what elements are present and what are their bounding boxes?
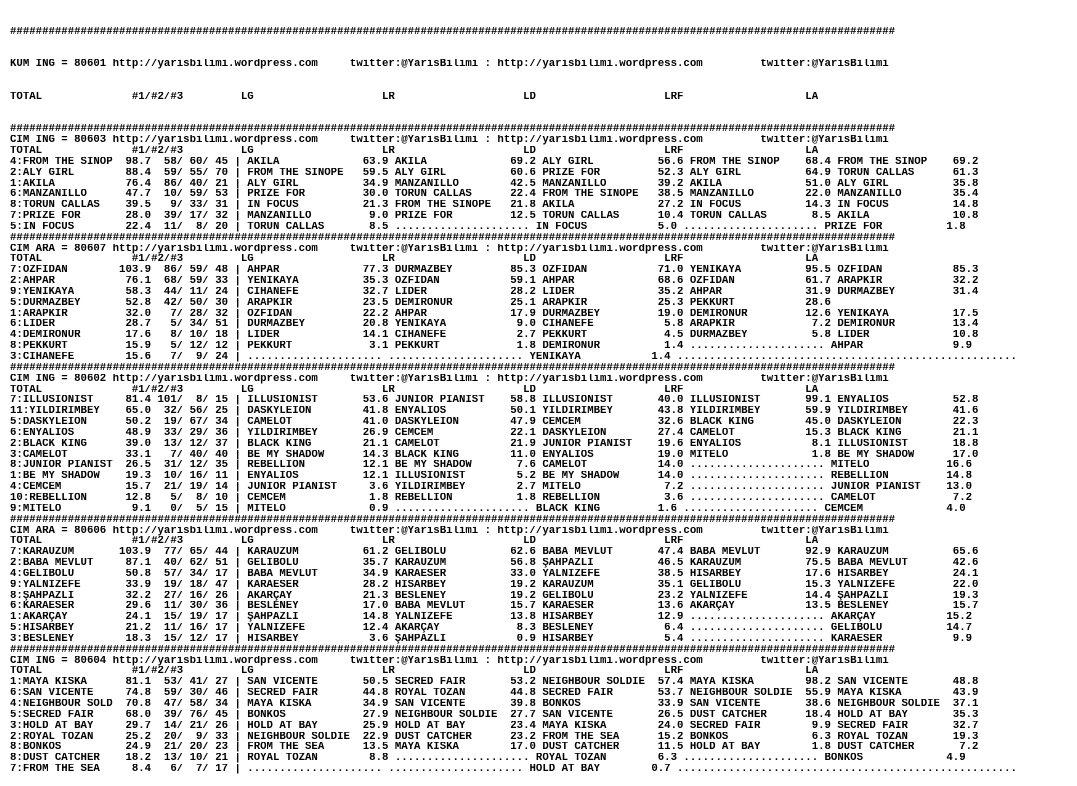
races-container xyxy=(10,124,1072,775)
result-row: 7:ILLUSIONIST 81.4 101/ 8/ 15 | ILLUSIONIST 53.6 JUNIOR PIANIST 58.8 ILLUSIONIST 40.0 ILLUSIONIST 99.1 ENYALIOS 52.8 xyxy=(10,395,979,407)
result-row: 3:BESLENEY 18.3 15/ 12/ 17 | HİSARBEY 3.6 ŞAHPAZLI 0.9 HİSARBEY 5.4 ..................... KARAESER 9.9 xyxy=(10,633,973,645)
header-title: KUM ING = 80601 http://yarisbilimi.wordpress.com twitter:@YarisBilimi : http://yarisbilimi.wordpress.com twitter:@YarisBilimi xyxy=(10,59,889,71)
result-row: 8:BONKOS 24.9 21/ 20/ 23 | FROM THE SEA 13.5 MAYA KISKA 17.0 DUST CATCHER 11.5 HOLD AT BAY 1.8 DUST CATCHER 7.2 xyxy=(10,742,979,754)
result-row: 2:BLACK KING 39.0 13/ 12/ 37 | BLACK KING 21.1 CAMELOT 21.9 JUNIOR PIANIST 19.6 ENYALIOS 8.1 ILLUSIONIST 18.8 xyxy=(10,438,979,450)
race-block xyxy=(10,515,1072,645)
result-row: 1:AKARÇAY 24.1 15/ 19/ 17 | ŞAHPAZLI 14.8 YALNIZEFE 13.8 HİSARBEY 12.9 ..................... AKARÇAY 15.2 xyxy=(10,612,973,624)
race-title: CIM ING = 80602 http://yarisbilimi.wordpress.com twitter:@YarisBilimi : http://yarisbilimi.wordpress.com twitter:@YarisBilimi xyxy=(10,373,889,385)
result-row: 9:MITELO 9.1 0/ 5/ 15 | MITELO 0.9 ..................... BLACK KING 1.6 ..................... CEMCEM 4.0 xyxy=(10,503,966,515)
result-row: 7:KARAÜZÜM 103.9 77/ 65/ 44 | KARAÜZÜM 61.2 GELİBOLU 62.6 BABA MEVLÜT 47.4 BABA MEVLÜT 92.9 KARAÜZÜM 65.6 xyxy=(10,547,979,559)
header-columns: TOTAL #1/#2/#3 LG LR LD LRF LA xyxy=(10,91,819,103)
result-row: 5:IN FOCUS 22.4 11/ 8/ 20 | TORUN CALLAS 8.5 ..................... IN FOCUS 5.0 ..................... PRIZE FOR 1.8 xyxy=(10,221,966,233)
result-row: 1:AKILA 76.4 86/ 40/ 21 | ALY GIRL 34.9 MANZANILLO 42.5 MANZANILLO 39.2 AKILA 51.0 ALY GIRL 35.8 xyxy=(10,178,979,190)
result-row: 2:ALY GIRL 88.4 59/ 55/ 70 | FROM THE SINOPE 59.5 ALY GIRL 60.6 PRIZE FOR 52.3 ALY GIRL 64.9 TORUN CALLAS 61.3 xyxy=(10,167,979,179)
race-column-headers: TOTAL #1/#2/#3 LG LR LD LRF LA xyxy=(10,254,819,266)
result-row: 9:YALNIZEFE 33.9 19/ 18/ 47 | KARAESER 28.2 HİSARBEY 19.2 KARAÜZÜM 35.1 GELİBOLU 15.3 YALNIZEFE 22.0 xyxy=(10,579,979,591)
race-column-headers: TOTAL #1/#2/#3 LG LR LD LRF LA xyxy=(10,666,819,678)
race-column-headers: TOTAL #1/#2/#3 LG LR LD LRF LA xyxy=(10,536,819,548)
race-block xyxy=(10,645,1072,775)
race-column-headers: TOTAL #1/#2/#3 LG LR LD LRF LA xyxy=(10,384,819,396)
results-sheet xyxy=(10,5,1072,786)
separator-line: ########################################################################################################################################## xyxy=(10,232,896,244)
separator-line: ########################################################################################################################################## xyxy=(10,644,896,656)
result-row: 7:PRIZE FOR 28.0 39/ 17/ 32 | MANZANILLO 9.0 PRIZE FOR 12.5 TORUN CALLAS 10.4 TORUN CALLAS 8.5 AKILA 10.8 xyxy=(10,211,979,222)
race-title: CIM ARA = 80607 http://yarisbilimi.wordpress.com twitter:@YarisBilimi : http://yarisbilimi.wordpress.com twitter:@YarisBilimi xyxy=(10,243,889,255)
result-row: 3:CAMELOT 33.1 7/ 40/ 40 | BE MY SHADOW 14.3 BLACK KING 11.0 ENYALIOS 19.0 MITELO 1.8 BE MY SHADOW 17.0 xyxy=(10,449,979,461)
result-row: 7:FROM THE SEA 8.4 6/ 7/ 17 | ..................... ..................... HOLD AT BAY 0.7 ..................................................... xyxy=(10,764,1017,775)
result-row: 8:JUNIOR PIANIST 26.5 31/ 12/ 35 | REBELLION 12.1 BE MY SHADOW 7.6 CAMELOT 14.0 ..................... MITELO 16.6 xyxy=(10,460,973,472)
result-row: 8:TORUN CALLAS 39.5 9/ 33/ 31 | IN FOCUS 21.3 FROM THE SINOPE 21.8 AKILA 27.2 IN FOCUS 14.3 IN FOCUS 14.8 xyxy=(10,200,979,212)
result-row: 6:ENYALIOS 48.9 33/ 29/ 36 | YILDIRIMBEY 26.9 CEMCEM 22.1 DASKYLEION 27.4 CAMELOT 15.3 BLACK KING 21.1 xyxy=(10,427,979,439)
result-row: 6:MANZANILLO 47.7 10/ 59/ 53 | PRIZE FOR 30.0 TORUN CALLAS 22.4 FROM THE SINOPE 38.5 MANZANILLO 22.0 MANZANILLO 35.4 xyxy=(10,189,979,201)
separator-line: ########################################################################################################################################## xyxy=(10,362,896,374)
result-row: 1:BE MY SHADOW 19.3 10/ 16/ 11 | ENYALIOS 12.1 ILLUSIONIST 5.2 BE MY SHADOW 14.0 ..................... REBELLION 14.8 xyxy=(10,471,973,483)
race-title: CIM ING = 80604 http://yarisbilimi.wordpress.com twitter:@YarisBilimi : http://yarisbilimi.wordpress.com twitter:@YarisBilimi xyxy=(10,655,889,667)
result-row: 9:YENİKAYA 58.3 44/ 11/ 24 | CİHANEFE 32.7 LİDER 28.2 LİDER 35.2 AHPAR 31.9 DURMAZBEY 31.4 xyxy=(10,286,979,298)
result-row: 4:DEMİRONUR 17.6 8/ 10/ 18 | LİDER 14.1 CİHANEFE 2.7 PEKKURT 4.5 DURMAZBEY 5.8 LİDER 10.8 xyxy=(10,330,979,342)
result-row: 8:PEKKURT 15.9 5/ 12/ 12 | PEKKURT 3.1 PEKKURT 1.8 DEMİRONUR 1.4 ..................... AHPAR 9.9 xyxy=(10,341,973,352)
result-row: 2:BABA MEVLÜT 87.1 40/ 62/ 51 | GELİBOLU 35.7 KARAÜZÜM 56.8 ŞAHPAZLI 46.5 KARAÜZÜM 75.5 BABA MEVLÜT 42.6 xyxy=(10,558,979,569)
race-column-headers: TOTAL #1/#2/#3 LG LR LD LRF LA xyxy=(10,145,819,157)
result-row: 4:GELİBOLU 50.8 57/ 34/ 17 | BABA MEVLÜT 34.9 KARAESER 33.0 YALNIZEFE 38.5 HİSARBEY 17.6 HİSARBEY 24.1 xyxy=(10,568,979,580)
race-title: CIM ING = 80603 http://yarisbilimi.wordpress.com twitter:@YarisBilimi : http://yarisbilimi.wordpress.com twitter:@YarisBilimi xyxy=(10,135,889,146)
result-row: 5:HİSARBEY 21.2 11/ 16/ 17 | YALNIZEFE 12.4 AKARÇAY 8.3 BESLENEY 6.4 ..................... GELİBOLU 14.7 xyxy=(10,623,973,634)
result-row: 6:KARAESER 29.6 11/ 30/ 36 | BESLENEY 17.0 BABA MEVLÜT 15.7 KARAESER 13.6 AKARÇAY 13.5 BESLENEY 15.7 xyxy=(10,601,979,613)
race-block xyxy=(10,124,1072,232)
separator-line: ########################################################################################################################################## xyxy=(10,124,896,136)
result-row: 3:CİHANEFE 15.6 7/ 9/ 24 | ..................... ..................... YENİKAYA 1.4 ..................................................... xyxy=(10,352,1017,363)
result-row: 2:AHPAR 76.1 68/ 59/ 33 | YENİKAYA 35.3 ÖZFİDAN 59.1 AHPAR 68.6 ÖZFİDAN 61.7 ARAPKIR 32.2 xyxy=(10,276,979,287)
result-row: 2:ROYAL TOZAN 25.2 20/ 9/ 33 | NEIGHBOUR SOLDIE 22.9 DUST CATCHER 23.2 FROM THE SEA 15.2 BONKOS 6.3 ROYAL TOZAN 19.3 xyxy=(10,731,979,743)
result-row: 1:MAYA KISKA 81.1 53/ 41/ 27 | SAN VICENTE 50.5 SECRED FAIR 53.2 NEIGHBOUR SOLDIE 57.4 MAYA KISKA 98.2 SAN VICENTE 48.8 xyxy=(10,677,979,689)
result-row: 5:DASKYLEION 50.2 19/ 67/ 34 | CAMELOT 41.0 DASKYLEION 47.9 CEMCEM 32.6 BLACK KING 45.0 DASKYLEION 22.3 xyxy=(10,417,979,428)
result-row: 4:FROM THE SINOP 98.7 58/ 60/ 45 | AKILA 63.9 AKILA 69.2 ALY GIRL 56.6 FROM THE SINOP 68.4 FROM THE SINOP 69.2 xyxy=(10,156,979,168)
result-row: 11:YILDIRIMBEY 65.0 32/ 56/ 25 | DASKYLEION 41.8 ENYALIOS 50.1 YILDIRIMBEY 43.8 YILDIRIMBEY 59.9 YILDIRIMBEY 41.6 xyxy=(10,406,979,418)
result-row: 8:ŞAHPAZLI 32.2 27/ 16/ 26 | AKARÇAY 21.3 BESLENEY 19.2 GELİBOLU 23.2 YALNIZEFE 14.4 ŞAHPAZLI 19.3 xyxy=(10,590,979,602)
result-row: 4:CEMCEM 15.7 21/ 19/ 14 | JUNIOR PIANIST 3.6 YILDIRIMBEY 2.7 MITELO 7.2 ..................... JUNIOR PIANIST 13.0 xyxy=(10,482,973,493)
result-row: 3:HOLD AT BAY 29.7 14/ 21/ 26 | HOLD AT BAY 25.9 HOLD AT BAY 23.4 MAYA KISKA 24.0 SECRED FAIR 9.9 SECRED FAIR 32.7 xyxy=(10,720,979,732)
result-row: 8:DUST CATCHER 18.2 13/ 10/ 21 | ROYAL TOZAN 8.8 ..................... ROYAL TOZAN 6.3 ..................... BONKOS 4.9 xyxy=(10,753,966,765)
result-row: 5:DURMAZBEY 52.8 42/ 50/ 30 | ARAPKIR 23.5 DEMİRONUR 25.1 ARAPKIR 25.3 PEKKURT 28.6 xyxy=(10,297,831,309)
result-row: 6:LİDER 28.7 5/ 34/ 51 | DURMAZBEY 20.8 YENİKAYA 9.0 CİHANEFE 5.8 ARAPKIR 7.2 DEMİRONUR 13.4 xyxy=(10,319,979,331)
race-title: CIM ARA = 80606 http://yarisbilimi.wordpress.com twitter:@YarisBilimi : http://yarisbilimi.wordpress.com twitter:@YarisBilimi xyxy=(10,525,889,537)
result-row: 4:NEIGHBOUR SOLD 70.8 47/ 58/ 34 | MAYA KISKA 34.9 SAN VICENTE 39.8 BONKOS 33.9 SAN VICENTE 38.6 NEIGHBOUR SOLDIE 37.1 xyxy=(10,699,979,710)
race-block xyxy=(10,233,1072,363)
separator-line: ########################################################################################################################################## xyxy=(10,26,896,38)
separator-line: ########################################################################################################################################## xyxy=(10,514,896,526)
result-row: 5:SECRED FAIR 68.0 39/ 76/ 45 | BONKOS 27.9 NEIGHBOUR SOLDIE 27.7 SAN VICENTE 26.5 DUST CATCHER 18.4 HOLD AT BAY 35.3 xyxy=(10,709,979,721)
result-row: 10:REBELLION 12.8 5/ 8/ 10 | CEMCEM 1.8 REBELLION 1.8 REBELLION 3.6 ..................... CAMELOT 7.2 xyxy=(10,492,973,504)
result-row: 7:ÖZFİDAN 103.9 86/ 59/ 48 | AHPAR 77.3 DURMAZBEY 85.3 ÖZFİDAN 71.0 YENİKAYA 95.5 ÖZFİDAN 85.3 xyxy=(10,265,979,277)
race-block xyxy=(10,363,1072,515)
result-row: 1:ARAPKIR 32.0 7/ 28/ 32 | ÖZFİDAN 22.2 AHPAR 17.9 DURMAZBEY 19.0 DEMİRONUR 12.6 YENİKAYA 17.5 xyxy=(10,308,979,320)
result-row: 6:SAN VICENTE 74.8 59/ 30/ 46 | SECRED FAIR 44.8 ROYAL TOZAN 44.8 SECRED FAIR 53.7 NEIGHBOUR SOLDIE 55.9 MAYA KISKA 43.9 xyxy=(10,688,979,699)
